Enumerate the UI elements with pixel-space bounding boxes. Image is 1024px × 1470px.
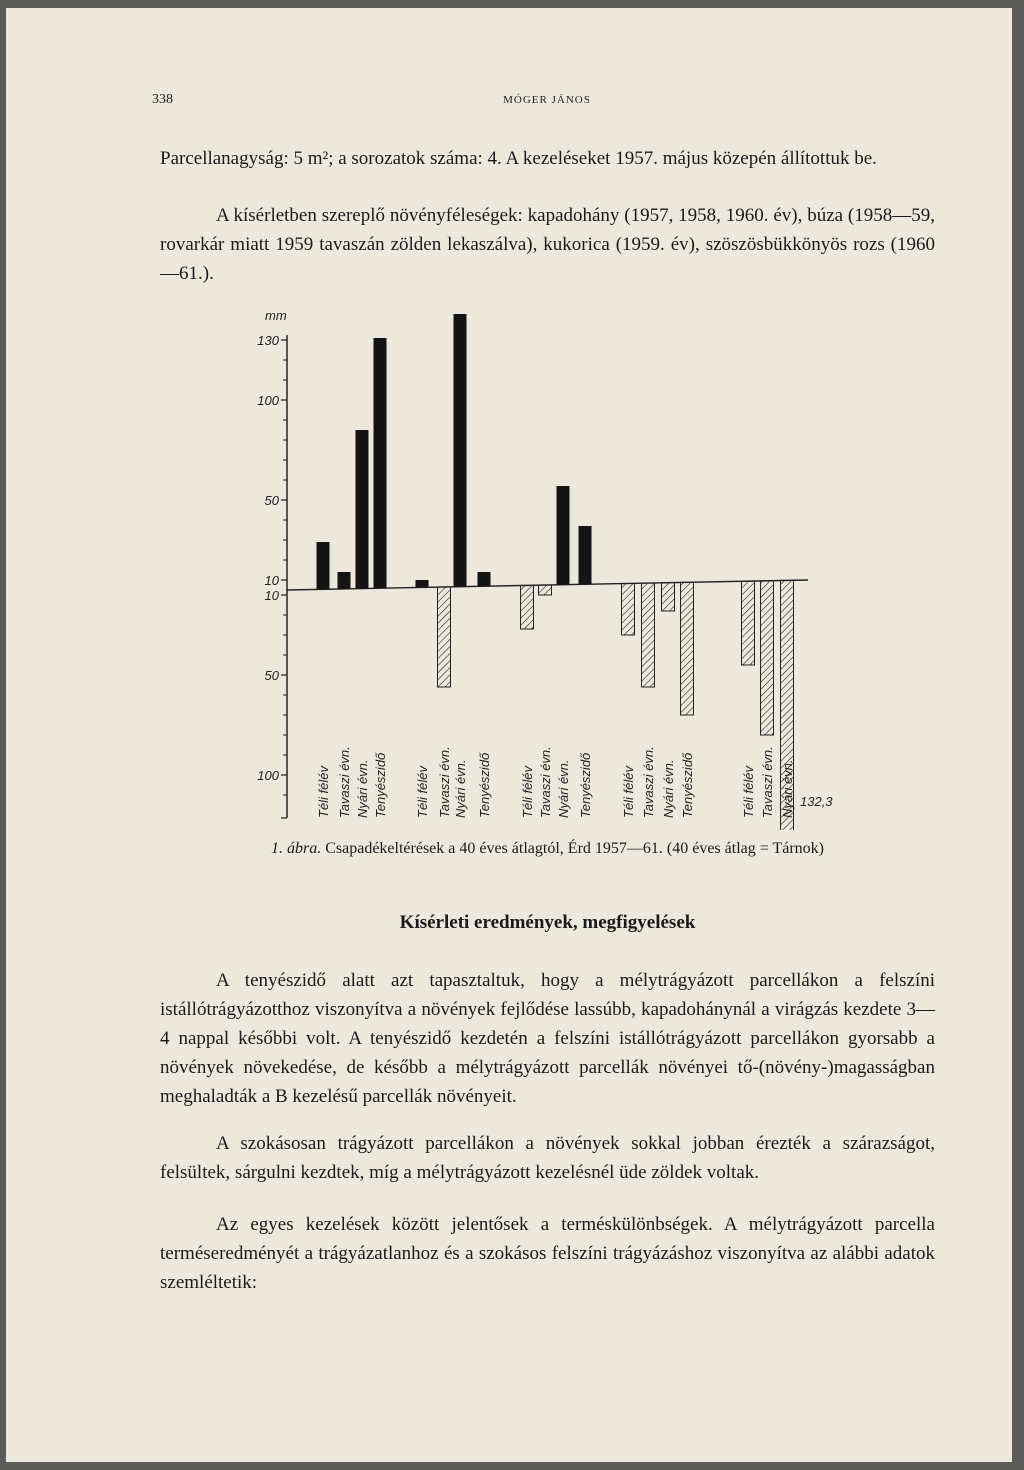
category-label: Nyári évn. [453,759,468,818]
category-label: Téli félév [621,765,636,818]
running-title: MÓGER JÁNOS [503,94,591,106]
category-label: Tavaszi évn. [337,746,352,818]
figure-label: 1. ábra. [270,840,322,857]
y-tick-label: 130 [257,333,279,348]
category-label: Téli félév [741,765,756,818]
bar-positive [416,580,429,587]
bar-positive [579,526,592,584]
category-label: Nyári évn. [556,759,571,818]
y-tick-label: 50 [264,493,279,508]
bar-negative [622,583,635,635]
figure-caption-text: Csapadékeltérések a 40 éves átlagtól, Érd 1957—61. (40 éves átlag = Tárnok) [325,840,825,857]
body-paragraph-2: A szokásosan trágyázott parcellákon a növények sokkal jobban érezték a szárazságot, felsültek, sárgulni kezdtek, míg a mélytrágyázott kezelésnél üde zöldek voltak. [160,1133,935,1183]
bar-negative [681,582,694,715]
bar-positive [454,314,467,587]
intro-paragraph-2: A kísérletben szereplő növényféleségek: kapadohány (1957, 1958, 1960. év), búza (1958—59, rovarkár miatt 1959 tavaszán zölden lekaszálva), kukorica (1959. év), szöszösbükkönyös rozs (1960—61.). [160,205,935,284]
bar-positive [317,542,330,589]
section-heading: Kísérleti eredmények, megfigyelések [399,912,696,933]
bar-positive [557,486,570,585]
category-label: Tenyészidő [373,752,388,818]
y-axis-unit: mm [265,308,287,323]
bar-negative [761,581,774,735]
bar-annotation: 132,3 [800,794,833,809]
category-label: Tavaszi évn. [760,746,775,818]
category-label: Tenyészidő [680,752,695,818]
body-paragraph-3: Az egyes kezelések között jelentősek a terméskülönbségek. A mélytrágyázott parcella terméseredményét a trágyázatlanhoz és a szokásos felszíni trágyázáshoz viszonyítva az alábbi adatok szemléltetik: [160,1214,935,1293]
category-label: Nyári évn. [780,759,795,818]
category-label: Nyári évn. [661,759,676,818]
category-label: Tenyészidő [578,752,593,818]
bar-negative [438,587,451,687]
y-tick-label: 10 [264,573,279,588]
category-label: Tenyészidő [477,752,492,818]
category-label: Tavaszi évn. [641,746,656,818]
category-label: Nyári évn. [355,759,370,818]
category-label: Tavaszi évn. [538,746,553,818]
bar-positive [338,572,351,589]
category-label: Téli félév [520,765,535,818]
y-tick-label: 50 [264,668,279,683]
bar-negative [539,585,552,595]
bar-negative [742,581,755,665]
bar-positive [356,430,369,589]
y-tick-label: 100 [257,768,279,783]
y-tick-label: 100 [257,393,279,408]
bar-negative [662,583,675,611]
bar-positive [374,338,387,588]
category-label: Tavaszi évn. [437,746,452,818]
category-label: Téli félév [316,765,331,818]
body-paragraph-1: A tenyészidő alatt azt tapasztaltuk, hogy a mélytrágyázott parcellákon a felszíni istállótrágyázotthoz viszonyítva a növények fejlődése lassúbb, kapadohánynál a virágzás kezdete 3—4 nappal későbbi volt. A tenyészidő kezdetén a felszíni istállótrágyázott parcellákon gyorsabb a növények növekedése, de később a mélytrágyázott parcellák növényei tő-(növény-)magasságban meghaladták a B kezelésű parcellák növényeit. [160,970,935,1107]
page-number: 338 [152,92,173,107]
figure-caption [160,840,935,858]
bar-positive [478,572,491,586]
category-label: Téli félév [415,765,430,818]
y-tick-label: 10 [264,588,279,603]
intro-paragraph-1: Parcellanagyság: 5 m²; a sorozatok száma: 4. A kezeléseket 1957. május közepén állítottuk be. [160,148,877,169]
bar-negative [521,585,534,629]
bar-negative [642,583,655,687]
